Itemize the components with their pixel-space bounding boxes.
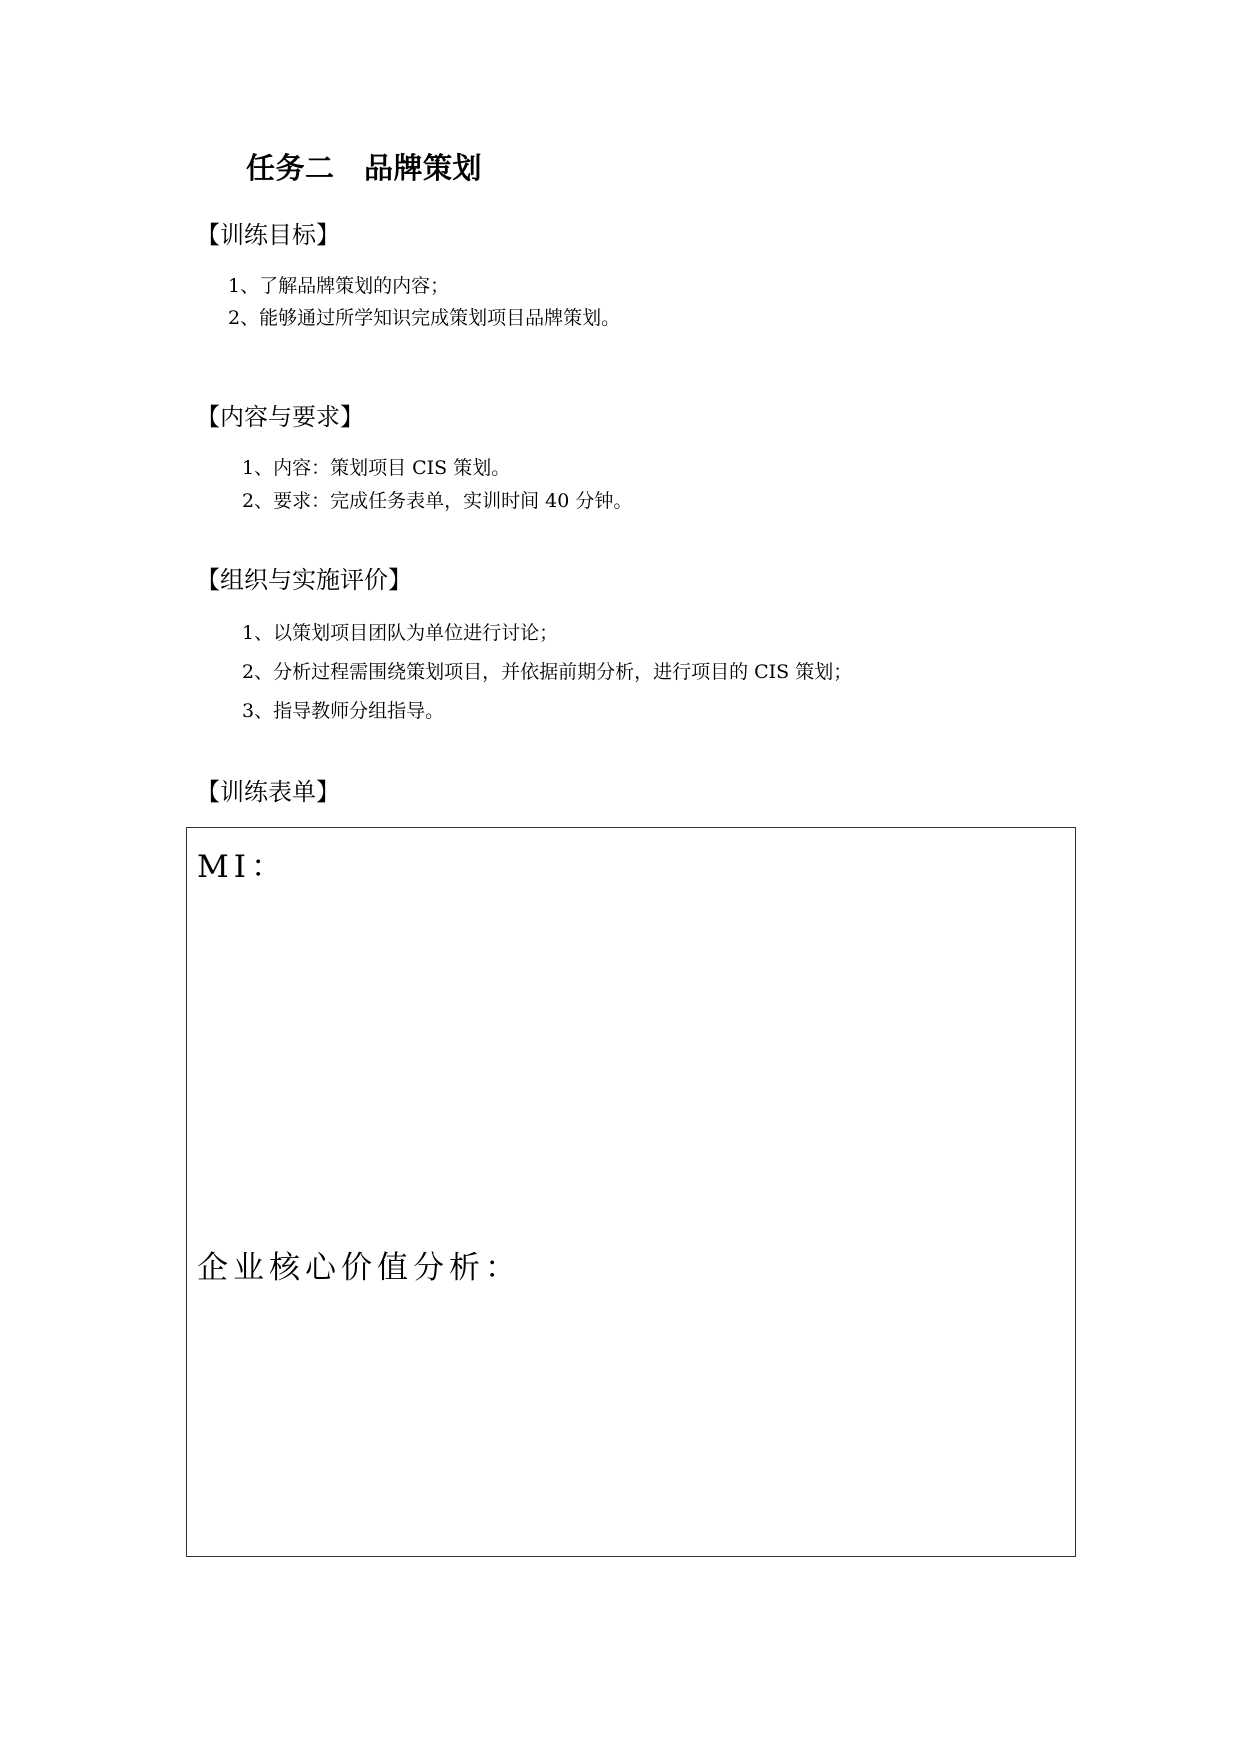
- list-item: 2、分析过程需围绕策划项目，并依据前期分析，进行项目的 CIS 策划；: [242, 661, 853, 683]
- mi-label: MI：: [197, 849, 287, 885]
- document-title: 任务二 品牌策划: [246, 151, 483, 185]
- training-form-box[interactable]: [186, 827, 1076, 1557]
- section-heading-training-form: 【训练表单】: [196, 778, 340, 806]
- list-item: 1、了解品牌策划的内容；: [228, 275, 450, 297]
- section-heading-organization-evaluation: 【组织与实施评价】: [196, 566, 412, 594]
- section-heading-content-requirements: 【内容与要求】: [196, 403, 364, 431]
- list-item: 1、内容：策划项目 CIS 策划。: [242, 457, 511, 479]
- core-value-analysis-label: 企业核心价值分析：: [197, 1250, 521, 1286]
- section-heading-training-goals: 【训练目标】: [196, 221, 340, 249]
- list-item: 3、指导教师分组指导。: [242, 700, 445, 722]
- list-item: 2、能够通过所学知识完成策划项目品牌策划。: [228, 307, 621, 329]
- list-item: 2、要求：完成任务表单，实训时间 40 分钟。: [242, 490, 633, 512]
- list-item: 1、以策划项目团队为单位进行讨论；: [242, 622, 559, 644]
